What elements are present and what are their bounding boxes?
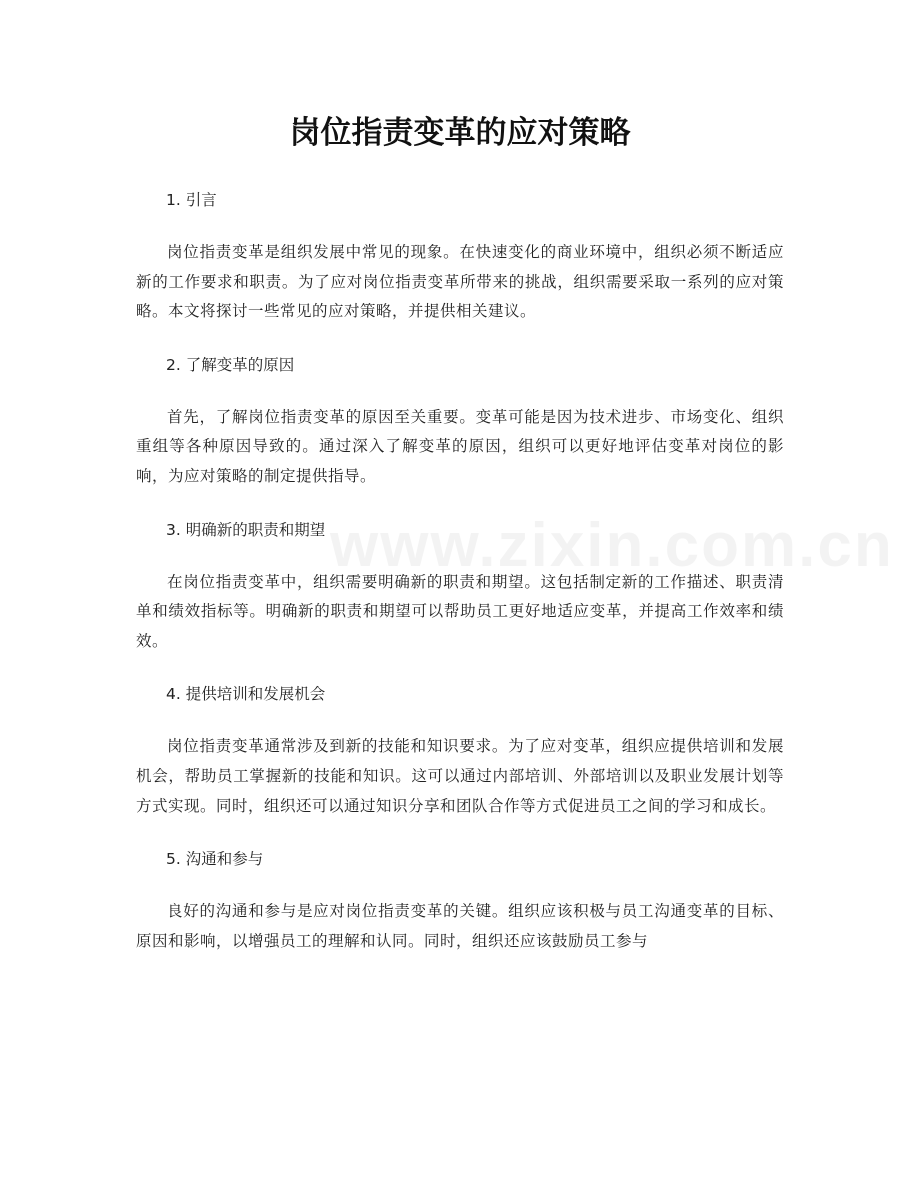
section-paragraph: 岗位指责变革通常涉及到新的技能和知识要求。为了应对变革，组织应提供培训和发展机会，帮助员工掌握新的技能和知识。这可以通过内部培训、外部培训以及职业发展计划等方式实现。同时，组织还可以通过知识分享和团队合作等方式促进员工之间的学习和成长。 xyxy=(136,737,784,815)
section-paragraph: 岗位指责变革是组织发展中常见的现象。在快速变化的商业环境中，组织必须不断适应新的工作要求和职责。为了应对岗位指责变革所带来的挑战，组织需要采取一系列的应对策略。本文将探讨一些常见的应对策略，并提供相关建议。 xyxy=(136,243,784,321)
section-understand-reasons xyxy=(136,349,784,492)
section-paragraph: 首先，了解岗位指责变革的原因至关重要。变革可能是因为技术进步、市场变化、组织重组等各种原因导致的。通过深入了解变革的原因，组织可以更好地评估变革对岗位的影响，为应对策略的制定提供指导。 xyxy=(136,407,784,485)
section-heading: 3. 明确新的职责和期望 xyxy=(166,520,326,539)
section-paragraph: 在岗位指责变革中，组织需要明确新的职责和期望。这包括制定新的工作描述、职责清单和绩效指标等。明确新的职责和期望可以帮助员工更好地适应变革，并提高工作效率和绩效。 xyxy=(136,572,784,650)
document-body xyxy=(136,184,784,978)
section-heading: 1. 引言 xyxy=(166,191,217,209)
section-heading: 4. 提供培训和发展机会 xyxy=(166,685,326,704)
section-heading: 5. 沟通和参与 xyxy=(166,850,264,869)
section-clarify-duties xyxy=(136,514,784,657)
section-communication xyxy=(136,843,784,956)
section-paragraph: 良好的沟通和参与是应对岗位指责变革的关键。组织应该积极与员工沟通变革的目标、原因和影响，以增强员工的理解和认同。同时，组织还应该鼓励员工参与 xyxy=(136,902,784,950)
section-heading: 2. 了解变革的原因 xyxy=(166,355,295,374)
page-title: 岗位指责变革的应对策略 xyxy=(289,115,631,151)
section-training xyxy=(136,678,784,821)
section-introduction xyxy=(136,184,784,327)
